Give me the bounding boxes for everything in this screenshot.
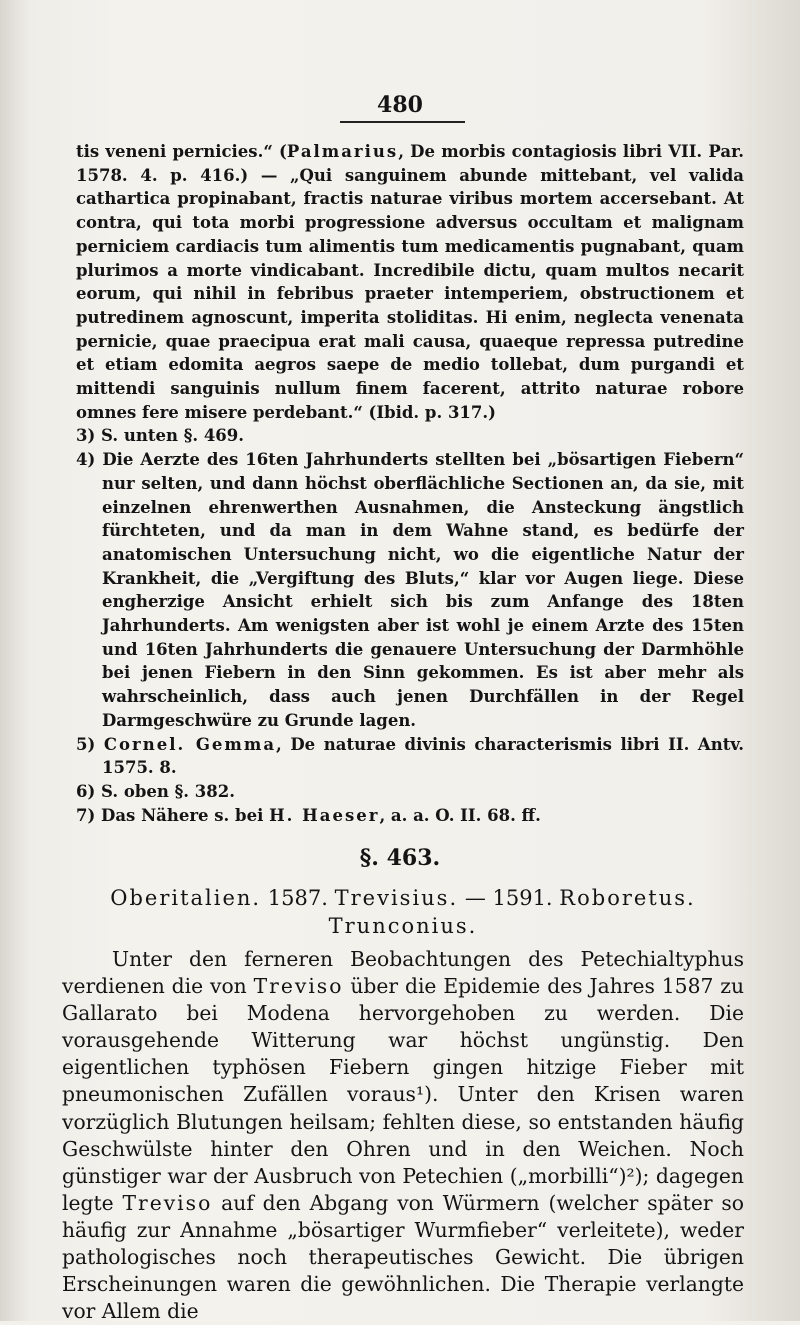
author-name: Treviso bbox=[253, 974, 344, 999]
page-number: 480 bbox=[377, 92, 423, 118]
footnote-text: , De morbis contagiosis libri VII. Par. 1578. 4. p. 416.) — „Qui sanguinem abunde mittebant, vel valida cathartica propinabant, fractis naturae viribus mortem accersebant. At contra, qui tota morbi progressione adversus occultam et malignam perniciem cardiacis tum alimentis tum medicamentis pugnabant, quam plurimos a morte vindicabant. Incredibile dictu, quam multos necarit eorum, qui nihil in febribus praeter intemperiem, obstructionem et putredinem agnoscunt, imperita stoliditas. Hi enim, neglecta venenata pernicie, quae praecipua erat mali causa, quaeque repressa putredine et etiam edomita aegros saepe de medio tollebat, dum purgandi et mittendi sanguinis nullum finem facerent, attrito naturae robore omnes fere misere perdebant.“ (Ibid. p. 317.) bbox=[76, 142, 744, 422]
body-text-run: Unter den ferneren Beobachtungen des Petechialtyphus verdienen die von bbox=[62, 947, 744, 999]
body-text-run: auf den Abgang von Würmern (welcher später so häufig zur Annahme „bösartiger Wurmfieber“ verleitete), weder pathologisches noch therapeutisches Gewicht. Die übrigen Erscheinungen waren die gewöhnlichen. Die Therapie verlangte vor Allem die bbox=[62, 1190, 745, 1324]
author-name: Treviso bbox=[122, 1190, 213, 1215]
section-title bbox=[62, 884, 744, 940]
footnote-6: 6) S. oben §. 382. bbox=[76, 781, 235, 801]
body-text bbox=[62, 946, 744, 1325]
section-title-author: Roboretus. bbox=[559, 886, 696, 910]
section-number: §. 463. bbox=[359, 845, 441, 871]
footnote-marker: 5) bbox=[76, 734, 104, 754]
footnote-continuation bbox=[76, 140, 744, 424]
footnote-text: , a. a. O. II. 68. ff. bbox=[379, 805, 541, 825]
author-name: Palmarius bbox=[286, 142, 399, 161]
section-title-author: Trevisius. bbox=[334, 886, 459, 910]
author-name: Cornel. Gemma bbox=[103, 734, 277, 754]
footnote-4: 4) Die Aerzte des 16ten Jahrhunderts stellten bei „bösartigen Fiebern“ nur selten, und dann höchst oberflächliche Sectionen an, da sie, mit einzelnen ehrenwerthen Ausnahmen, die Ansteckung ängstlich fürchteten, und da man in dem Wahne stand, es bedürfe der anatomischen Untersuchung nicht, wo die eigentliche Natur der Krankheit, die „Vergiftung des Bluts,“ klar vor Augen liege. Diese engherzige Ansicht erhielt sich bis zum Anfange des 18ten Jahrhunderts. Am wenigsten aber ist wohl je einem Arzte des 15ten und 16ten Jahrhunderts die genauere Untersuchung der Darmhöhle bei jenen Fiebern in den Sinn gekommen. Es ist aber mehr als wahrscheinlich, dass auch jenen Durchfällen in der Regel Darmgeschwüre zu Grunde lagen. bbox=[76, 450, 744, 730]
section-title-year: — 1591. bbox=[458, 886, 560, 910]
footnote-7 bbox=[76, 804, 744, 828]
footnote-text: 7) Das Nähere s. bei bbox=[76, 805, 270, 825]
footnote-3: 3) S. unten §. 469. bbox=[76, 426, 245, 446]
footnote-text: , De naturae divinis characterismis libri II. Antv. 1575. 8. bbox=[102, 734, 744, 778]
section-title-year: 1587. bbox=[261, 886, 335, 910]
footnote-5 bbox=[76, 733, 744, 780]
footnotes-block bbox=[76, 140, 744, 827]
header-rule bbox=[340, 121, 465, 123]
author-name: H. Haeser bbox=[269, 805, 380, 825]
section-title-author: Trunconius. bbox=[328, 914, 478, 938]
body-paragraph bbox=[62, 946, 744, 1325]
section-title-region: Oberitalien. bbox=[110, 886, 262, 910]
footnote-text: tis veneni pernicies.“ ( bbox=[76, 142, 287, 161]
body-text-run: über die Epidemie des Jahres 1587 zu Gallarato bei Modena hervorgehoben zu werden. Die vorausgehende Witterung war höchst ungünstig. Den eigentlichen typhösen Fiebern gingen hitzige Fieber mit pneumonischen Zufällen voraus¹). Unter den Krisen waren vorzüglich Blutungen heilsam; fehlten diese, so entstanden häufig Geschwülste hinter den Ohren und in den Weichen. Noch günstiger war der Ausbruch von Petechien („morbilli“)²); dagegen legte bbox=[62, 974, 745, 1215]
